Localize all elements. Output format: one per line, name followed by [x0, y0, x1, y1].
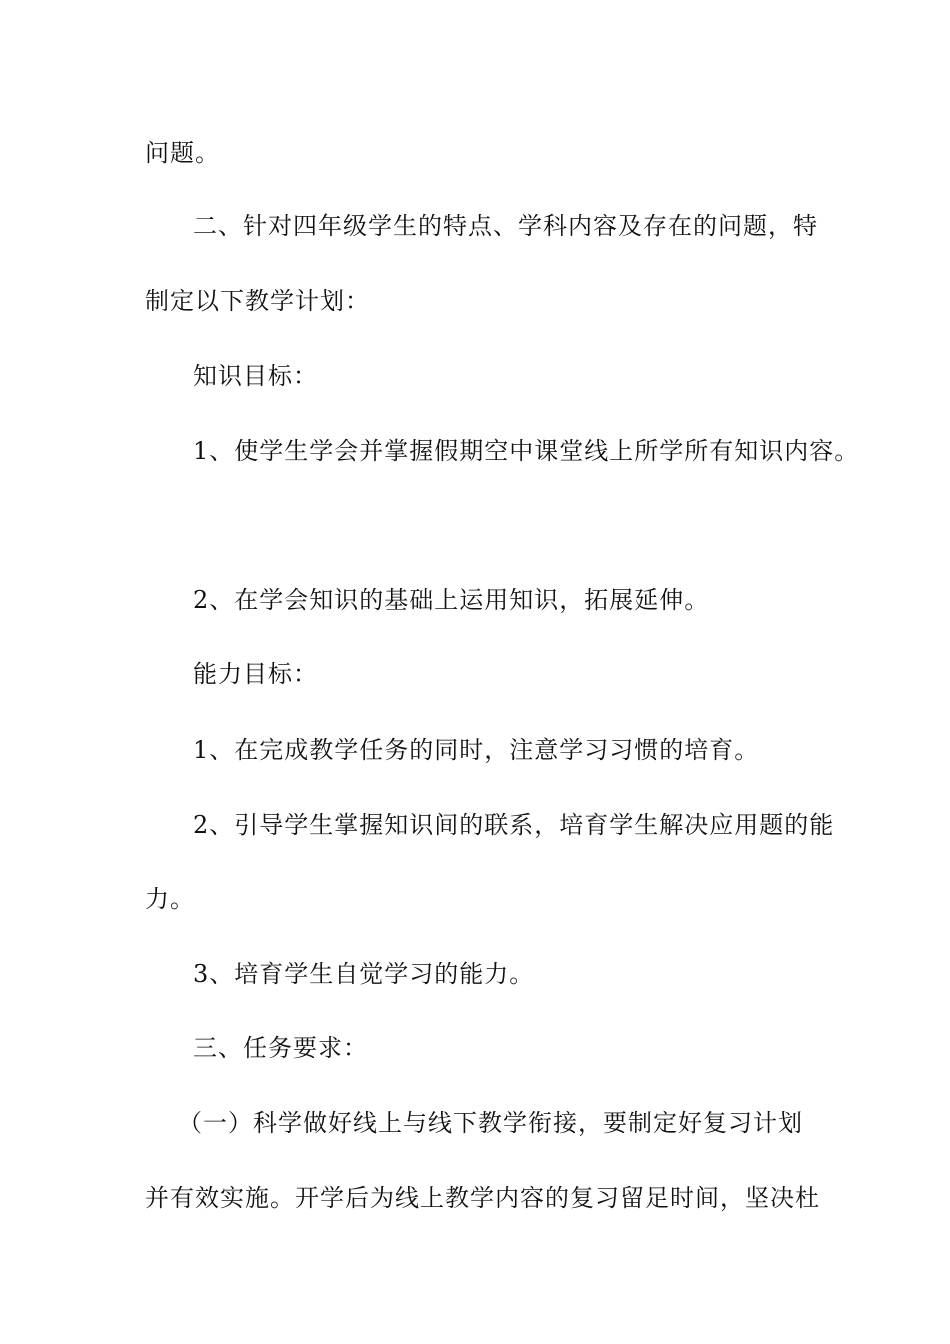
- section-two-heading: 二、针对四年级学生的特点、学科内容及存在的问题，特: [193, 212, 818, 240]
- knowledge-goal-2: 2、在学会知识的基础上运用知识，拓展延伸。: [193, 586, 710, 614]
- text-line-continuation: 问题。: [145, 139, 220, 167]
- section-three-heading: 三、任务要求：: [193, 1034, 368, 1062]
- ability-goal-3: 3、培育学生自觉学习的能力。: [193, 960, 535, 988]
- section-two-heading-cont: 制定以下教学计划：: [145, 287, 370, 315]
- requirement-1: （一）科学做好线上与线下教学衔接，要制定好复习计划: [178, 1109, 803, 1137]
- requirement-1-cont: 并有效实施。开学后为线上教学内容的复习留足时间，坚决杜: [145, 1184, 820, 1212]
- ability-goal-2-cont: 力。: [145, 885, 195, 913]
- knowledge-goals-heading: 知识目标：: [193, 362, 318, 390]
- ability-goals-heading: 能力目标：: [193, 660, 318, 688]
- knowledge-goal-1: 1、使学生学会并掌握假期空中课堂线上所学所有知识内容。: [193, 437, 860, 465]
- ability-goal-1: 1、在完成教学任务的同时，注意学习习惯的培育。: [193, 736, 760, 764]
- ability-goal-2: 2、引导学生掌握知识间的联系，培育学生解决应用题的能: [193, 811, 835, 839]
